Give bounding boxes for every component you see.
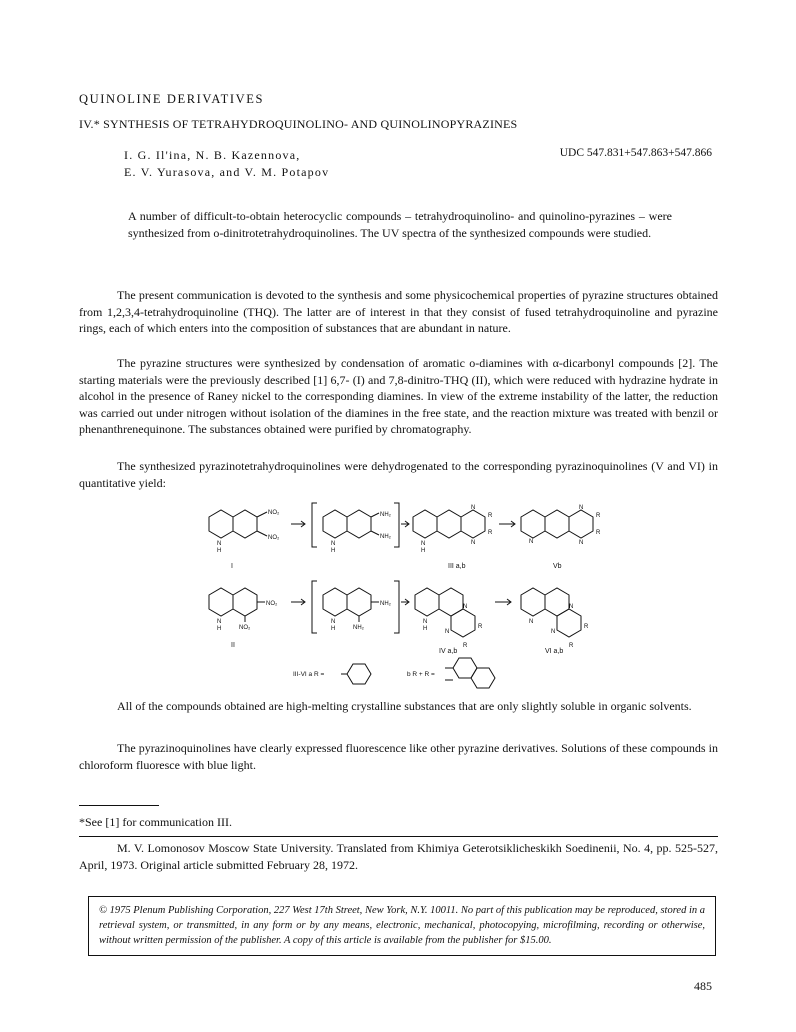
footnote-divider: [79, 805, 159, 806]
n-atom-label: N: [579, 505, 584, 511]
n-atom-label: N: [217, 541, 222, 547]
abstract: A number of difficult-to-obtain heterocyclic compounds – tetrahydroquinolino- and quinolino-pyrazines – were synthesized from o-dinitrotetrahydroquinolines. The UV spectra of the synthesized compounds were studied.: [128, 209, 672, 240]
compound-label-Vb: Vb: [553, 563, 562, 570]
bracket-left: [312, 503, 317, 547]
footnote: *See [1] for communication III.: [79, 815, 232, 829]
compound-label-IV: IV a,b: [439, 648, 458, 655]
r-group-label: R: [488, 530, 493, 536]
compound-V-structure: [521, 510, 593, 538]
n-atom-label: N: [471, 505, 476, 511]
affiliation: M. V. Lomonosov Moscow State University. Translated from Khimiya Geterotsiklicheskikh Soedinenii, No. 4, pp. 525-527, April, 1973. Original article submitted February 28, 1972.: [79, 841, 718, 872]
compound-label-II: II: [231, 642, 235, 649]
body-paragraph-3: The synthesized pyrazinotetrahydroquinolines were dehydrogenated to the corresponding pyrazinoquinolines (V and VI) in quantitative yield:: [79, 459, 718, 490]
journal-heading: QUINOLINE DERIVATIVES: [79, 92, 265, 106]
h-atom-label: H: [423, 626, 428, 632]
r-group-label: R: [463, 643, 468, 649]
n-atom-label: N: [579, 540, 584, 546]
n-atom-label: N: [569, 604, 574, 610]
no2-label: NO₂: [239, 625, 251, 631]
phenanthrene-structure: [445, 658, 495, 688]
diamine-I-structure: [323, 510, 379, 538]
diamine-II-structure: [323, 588, 379, 622]
reaction-scheme: [195, 495, 635, 695]
compound-I-structure: [209, 510, 267, 538]
bracket-right: [394, 581, 399, 633]
body-paragraph-2: The pyrazine structures were synthesized by condensation of aromatic o-diamines with α-dicarbonyl compounds [2]. The starting materials were the previously described [1] 6,7- (I) and 7,8-dinitro-THQ (II), which were reduced with hydrazine hydrate in alcohol in the presence of Raney nickel to the corresponding diamines. In view of the extreme instability of the latter, the reduction was carried out under nitrogen without isolation of the diamines in the free state, and the reaction mixture was treated with benzil or phenanthrenequinone. The substances obtained were purified by chromatography.: [79, 356, 718, 436]
n-atom-label: N: [331, 619, 336, 625]
h-atom-label: H: [331, 626, 336, 632]
authors-line-1: I. G. Il'ina, N. B. Kazennova,: [124, 148, 301, 162]
legend-b-label: b R + R =: [407, 671, 435, 678]
page-number: 485: [694, 979, 712, 993]
no2-label: NO₂: [268, 535, 280, 541]
nh2-label: NH₂: [353, 625, 364, 631]
compound-label-III: III a,b: [448, 563, 466, 570]
r-group-label: R: [596, 513, 601, 519]
n-atom-label: N: [217, 619, 222, 625]
copyright-notice: © 1975 Plenum Publishing Corporation, 227 West 17th Street, New York, N.Y. 10011. No part of this publication may be reproduced, stored in a retrieval system, or transmitted, in any form or by any means, electronic, mechanical, photocopying, microfilming, recording or otherwise, without written permission of the publisher. A copy of this article is available from the publisher for $15.00.: [88, 896, 716, 956]
nh2-label: NH₂: [380, 512, 391, 518]
authors: [124, 147, 329, 181]
body-paragraph-5: The pyrazinoquinolines have clearly expressed fluorescence like other pyrazine derivatives. Solutions of these compounds in chloroform fluoresce with blue light.: [79, 741, 718, 772]
affiliation-divider: [79, 836, 718, 837]
h-atom-label: H: [421, 548, 426, 554]
n-atom-label: N: [529, 539, 534, 545]
r-group-label: R: [569, 643, 574, 649]
n-atom-label: N: [529, 619, 534, 625]
compound-II-structure: [209, 588, 265, 622]
nh2-label: NH₂: [380, 601, 391, 607]
h-atom-label: H: [331, 548, 336, 554]
n-atom-label: N: [445, 629, 450, 635]
n-atom-label: N: [331, 541, 336, 547]
no2-label: NO₂: [268, 510, 280, 516]
authors-line-2: E. V. Yurasova, and V. M. Potapov: [124, 165, 330, 179]
udc-code: UDC 547.831+547.863+547.866: [559, 147, 712, 159]
r-group-label: R: [478, 624, 483, 630]
body-paragraph-1: The present communication is devoted to the synthesis and some physicochemical properties of pyrazine structures obtained from 1,2,3,4-tetrahydroquinoline (THQ). The latter are of interest in that they consist of fused tetrahydroquinoline and pyrazine rings, each of which enters into the composition of substances that are abundant in nature.: [79, 288, 718, 335]
n-atom-label: N: [423, 619, 428, 625]
r-group-label: R: [596, 530, 601, 536]
phenyl-ring: [347, 664, 371, 684]
h-atom-label: H: [217, 626, 222, 632]
no2-label: NO₂: [266, 601, 278, 607]
compound-label-VI: VI a,b: [545, 648, 564, 655]
nh2-label: NH₂: [380, 534, 391, 540]
compound-label-I: I: [231, 563, 233, 570]
n-atom-label: N: [471, 540, 476, 546]
compound-III-structure: [413, 510, 485, 538]
n-atom-label: N: [551, 629, 556, 635]
r-group-label: R: [584, 624, 589, 630]
body-paragraph-4: All of the compounds obtained are high-melting crystalline substances that are only slightly soluble in organic solvents.: [117, 699, 692, 713]
legend-a-label: III-VI a R =: [293, 671, 325, 678]
h-atom-label: H: [217, 548, 222, 554]
article-title: IV.* SYNTHESIS OF TETRAHYDROQUINOLINO- AND QUINOLINOPYRAZINES: [79, 117, 518, 131]
bracket-left: [312, 581, 317, 633]
n-atom-label: N: [463, 604, 468, 610]
n-atom-label: N: [421, 541, 426, 547]
r-group-label: R: [488, 513, 493, 519]
bracket-right: [394, 503, 399, 547]
